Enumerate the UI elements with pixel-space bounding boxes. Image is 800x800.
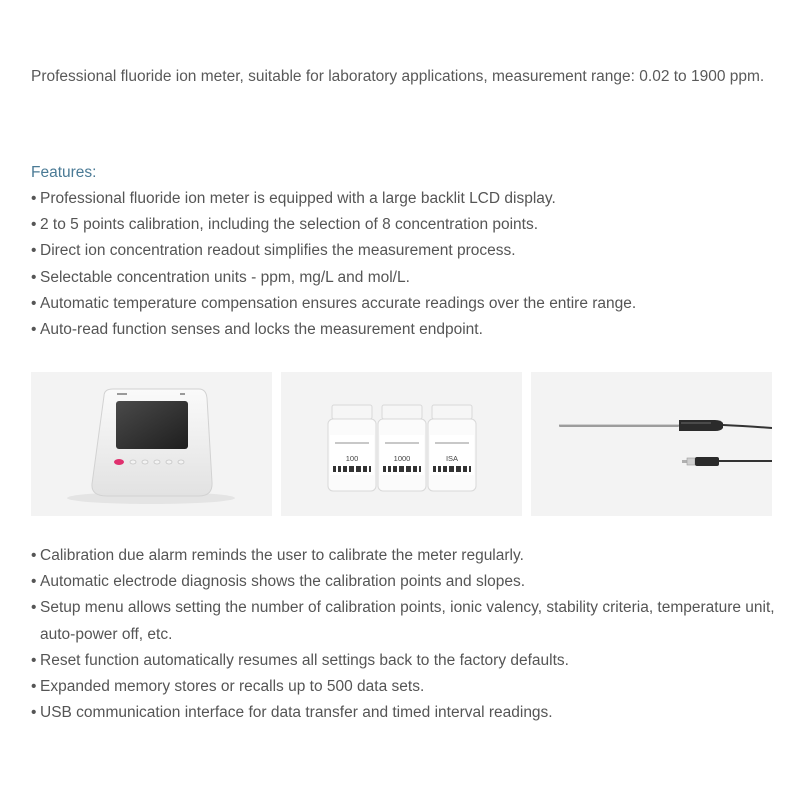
bottle-label-100: 100 bbox=[345, 454, 359, 463]
bottle-label-1000: 1000 bbox=[393, 454, 411, 463]
bottle-label-isa: ISA bbox=[445, 454, 459, 463]
bottle-1000 bbox=[378, 405, 426, 491]
list-item: • USB communication interface for data transfer and timed interval readings. bbox=[31, 704, 553, 722]
list-item: • Automatic temperature compensation ensures accurate readings over the entire range. bbox=[31, 294, 637, 312]
calibration-bottles-image bbox=[281, 372, 522, 516]
bottle-isa bbox=[428, 405, 476, 491]
list-item: • Reset function automatically resumes all settings back to the factory defaults. bbox=[31, 651, 569, 669]
list-item: • Automatic electrode diagnosis shows the calibration points and slopes. bbox=[31, 573, 526, 591]
features-list-bottom bbox=[31, 543, 781, 726]
electrode-probe-image bbox=[531, 372, 772, 516]
list-item: • Professional fluoride ion meter is equipped with a large backlit LCD display. bbox=[31, 190, 556, 207]
features-heading: Features: bbox=[31, 164, 97, 181]
list-item: • Expanded memory stores or recalls up to 500 data sets. bbox=[31, 678, 425, 696]
list-item: • Calibration due alarm reminds the user to calibrate the meter regularly. bbox=[31, 547, 524, 564]
list-item: • Selectable concentration units - ppm, mg/L and mol/L. bbox=[31, 268, 410, 286]
list-item: • Direct ion concentration readout simplifies the measurement process. bbox=[31, 242, 516, 260]
bottle-100 bbox=[328, 405, 376, 491]
list-item: • 2 to 5 points calibration, including the selection of 8 concentration points. bbox=[31, 216, 539, 234]
list-item: • Auto-read function senses and locks the measurement endpoint. bbox=[31, 321, 483, 339]
list-item: • Setup menu allows setting the number of calibration points, ionic valency, stability criteria, temperature unit, auto-power off, etc. bbox=[31, 599, 775, 643]
features-list-top bbox=[31, 186, 781, 343]
meter-image bbox=[31, 372, 272, 516]
intro-paragraph: Professional fluoride ion meter, suitable for laboratory applications, measurement range: 0.02 to 1900 ppm. bbox=[31, 68, 765, 85]
product-gallery bbox=[31, 372, 772, 516]
